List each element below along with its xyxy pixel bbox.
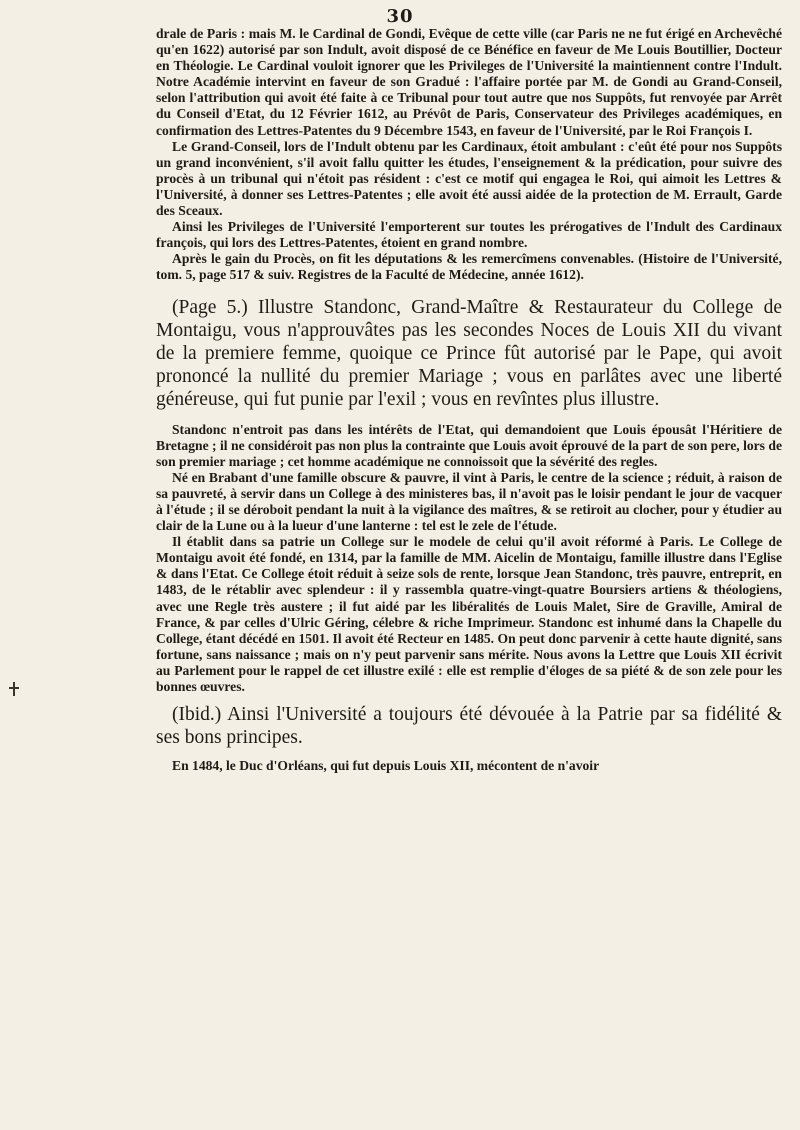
paragraph-standonc-brabant: Né en Brabant d'une famille obscure & pauvre, il vint à Paris, le centre de la science ; réduit, à raison de sa pauvreté, à servir dans un College à des ministeres bas, il n'avoit pas le loisir pendant le jour de vacquer à l'étude ; il se déroboit pendant la nuit à la vigilance des maîtres, & se retiroit au clocher, pour y étudier au clair de la Lune ou à la lueur d'une lanterne : tel est le zele de l'étude. <box>156 469 782 534</box>
binding-mark <box>13 682 23 696</box>
text-column <box>156 26 782 774</box>
paragraph-proces: Après le gain du Procès, on fit les députations & les remercîmens convenables. (Histoire de l'Université, tom. 5, page 517 & suiv. Registres de la Faculté de Médecine, année 1612). <box>156 251 782 283</box>
paragraph-gondi-benefice: drale de Paris : mais M. le Cardinal de Gondi, Evêque de cette ville (car Paris ne ne fut érigé en Archevêché qu'en 1622) autorisé par son Indult, avoit disposé de ce Bénéfice en faveur de Me Louis Boutillier, Docteur en Théologie. Le Cardinal vouloit ignorer que les Privileges de l'Université la maintiennent contre l'Indult. Notre Académie intervint en faveur de son Gradué : l'affaire portée par M. de Gondi au Grand-Conseil, selon l'attribution qui avoit été faite à ce Tribunal pour tout autre que nos Suppôts, fut renvoyée par Arrêt du Conseil d'Etat, du 12 Février 1612, au Prévôt de Paris, Conservateur des Privileges académiques, en confirmation des Lettres-Patentes du 9 Décembre 1543, en faveur de l'Université, par le Roi François I. <box>156 26 782 138</box>
paragraph-standonc-etat: Standonc n'entroit pas dans les intérêts de l'Etat, qui demandoient que Louis épousât l'Héritiere de Bretagne ; il ne considéroit pas non plus la contrainte que Louis avoit éprouvé de la part de son pere, lors de son premier mariage ; cet homme académique ne connoissoit que la sévérité des regles. <box>156 421 782 469</box>
page-number: 30 <box>386 6 414 27</box>
paragraph-college-montaigu: Il établit dans sa patrie un College sur le modele de celui qu'il avoit réformé à Paris. Le College de Montaigu avoit été fondé, en 1314, par la famille de MM. Aicelin de Montaigu, famille illustre dans l'Eglise & dans l'Etat. Ce College étoit réduit à seize sols de rente, lorsque Jean Standonc, très pauvre, entreprit, en 1483, de le rétablir avec splendeur : il y rassembla quatre-vingt-quatre Boursiers artiens & théologiens, avec une Regle très austere ; il fut aidé par les libéralités de Louis Malet, Sire de Graville, Amiral de France, & par celles d'Ulric Géring, célebre & riche Imprimeur. Standonc est inhumé dans la Chapelle du College, étant décédé en 1501. Il avoit été Recteur en 1485. On peut donc parvenir à cette haute dignité, sans fortune, sans naissance ; mais on n'y peut parvenir sans mérite. Nous avons la Lettre que Louis XII écrivit au Parlement pour le rappel de cet illustre exilé : elle est remplie d'éloges de sa piété & de son zele pour les bonnes œuvres. <box>156 534 782 695</box>
paragraph-duc-orleans: En 1484, le Duc d'Orléans, qui fut depuis Louis XII, mécontent de n'avoir <box>172 757 600 773</box>
paragraph-ibid-universite: (Ibid.) Ainsi l'Université a toujours été dévouée à la Patrie par sa fidélité & ses bons principes. <box>156 704 782 749</box>
paragraph-grand-conseil: Le Grand-Conseil, lors de l'Indult obtenu par les Cardinaux, étoit ambulant : c'eût été pour nos Suppôts un grand inconvénient, s'il avoit fallu quitter les études, l'enseignement & la prédication, pour suivre des procès à un tribunal qui n'étoit pas résident : c'est ce motif qui engagea le Roi, qui aimoit les Lettres & l'Université, à donner ses Lettres-Patentes ; elle avoit été aussi aidée de la protection de M. Errault, Garde des Sceaux. <box>156 138 782 219</box>
paragraph-privileges: Ainsi les Privileges de l'Université l'emporterent sur toutes les prérogatives de l'Indult des Cardinaux françois, qui lors des Lettres-Patentes, étoient en grand nombre. <box>156 219 782 251</box>
paragraph-standonc-main: (Page 5.) Illustre Standonc, Grand-Maître & Restaurateur du College de Montaigu, vous n'approuvâtes pas les secondes Noces de Louis XII du vivant de la premiere femme, quoique ce Prince fût autorisé par le Pape, qui avoit prononcé la nullité du premier Mariage ; vous en parlâtes avec une liberté généreuse, qui fut punie par l'exil ; vous en revîntes plus illustre. <box>156 296 782 411</box>
